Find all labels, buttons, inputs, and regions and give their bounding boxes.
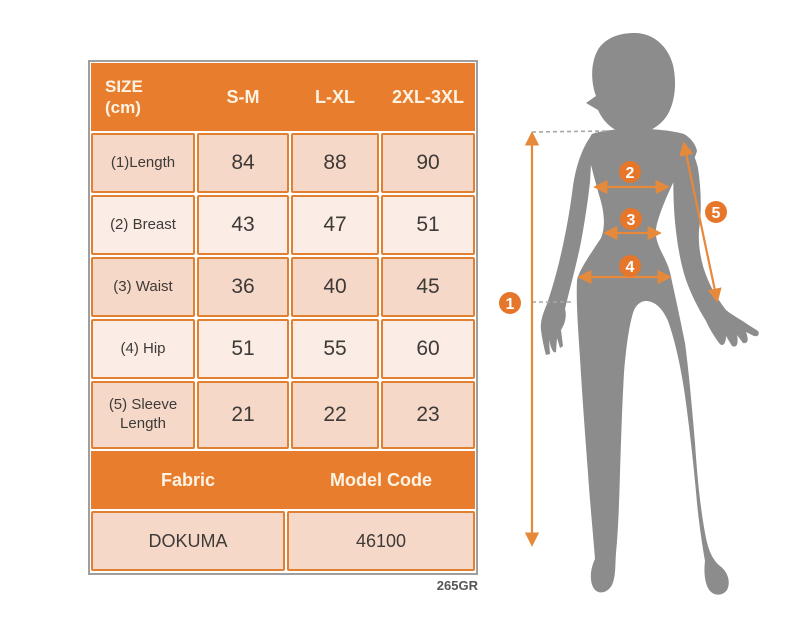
table-row-sleeve-length	[91, 381, 475, 449]
hip-l-xl: 55	[291, 319, 379, 379]
breast-2xl-3xl: 51	[381, 195, 475, 255]
length-l-xl: 88	[291, 133, 379, 193]
marker-5	[705, 201, 727, 223]
fabric-value-cell: DOKUMA	[91, 511, 285, 571]
row-label-breast: (2) Breast	[91, 195, 195, 255]
size-table-header-row	[91, 63, 475, 131]
breast-l-xl: 47	[291, 195, 379, 255]
table-footer-header-row	[91, 451, 475, 509]
row-label-sleeve-length: (5) Sleeve Length	[91, 381, 195, 449]
torso-legs-shape	[577, 129, 729, 595]
size-unit-header-cell: SIZE (cm)	[105, 76, 143, 117]
row-label-length: (1)Length	[91, 133, 195, 193]
row-label-waist: (3) Waist	[91, 257, 195, 317]
fabric-header-cell: Fabric	[160, 469, 216, 490]
waist-s-m: 36	[197, 257, 289, 317]
row-label-hip: (4) Hip	[91, 319, 195, 379]
breast-s-m: 43	[197, 195, 289, 255]
table-row-waist	[91, 257, 475, 317]
length-2xl-3xl: 90	[381, 133, 475, 193]
sleeve-2xl-3xl: 23	[381, 381, 475, 449]
marker-3	[620, 208, 642, 230]
model-code-header-cell: Model Code	[330, 469, 432, 490]
size-table	[88, 60, 478, 575]
marker-5-number: 5	[711, 204, 721, 222]
marker-1-number: 1	[505, 295, 515, 313]
hip-2xl-3xl: 60	[381, 319, 475, 379]
waist-l-xl: 40	[291, 257, 379, 317]
female-body-silhouette	[541, 33, 759, 595]
hip-s-m: 51	[197, 319, 289, 379]
table-footer-values-row	[91, 511, 475, 571]
marker-4-number: 4	[625, 258, 635, 276]
table-row-breast	[91, 195, 475, 255]
shoulder-guide-dash	[532, 131, 606, 132]
head-shape	[586, 33, 675, 145]
model-code-value-cell: 46100	[287, 511, 475, 571]
marker-1	[499, 292, 521, 314]
sleeve-l-xl: 22	[291, 381, 379, 449]
column-header-l-xl: L-XL	[315, 86, 355, 107]
marker-2-number: 2	[625, 164, 635, 182]
weight-note: 265GR	[436, 578, 478, 593]
marker-4	[619, 255, 641, 277]
column-header-s-m: S-M	[226, 86, 260, 107]
marker-2	[619, 161, 641, 183]
table-row-length	[91, 133, 475, 193]
sleeve-s-m: 21	[197, 381, 289, 449]
column-header-2xl-3xl: 2XL-3XL	[391, 86, 465, 107]
table-row-hip	[91, 319, 475, 379]
waist-2xl-3xl: 45	[381, 257, 475, 317]
measurement-figure	[492, 18, 782, 606]
marker-3-number: 3	[626, 211, 636, 229]
length-s-m: 84	[197, 133, 289, 193]
right-arm-shape	[673, 138, 758, 347]
